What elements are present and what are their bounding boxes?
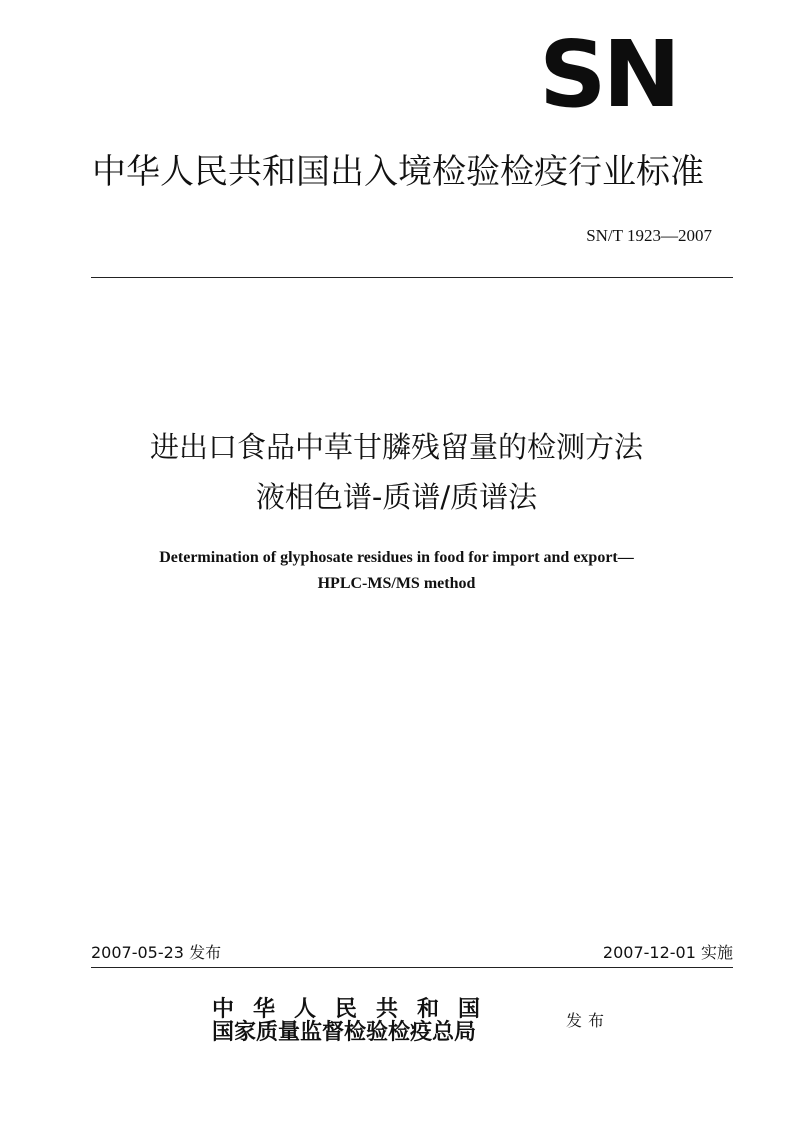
top-divider: [91, 277, 733, 278]
issuing-body-title: 中华人民共和国出入境检验检疫行业标准: [92, 152, 704, 192]
english-title-line-1: Determination of glyphosate residues in food for import and export—: [159, 549, 634, 566]
chinese-title-line-2: 液相色谱-质谱/质谱法: [255, 480, 538, 514]
publish-label: 发布: [566, 1011, 611, 1030]
sn-logo: SN: [539, 21, 677, 128]
effective-date: 2007-12-01 实施: [602, 943, 733, 962]
chinese-title-line-1: 进出口食品中草甘膦残留量的检测方法: [149, 430, 643, 464]
bottom-divider: [91, 967, 733, 968]
issue-date: 2007-05-23 发布: [91, 943, 222, 962]
english-title-line-2: HPLC-MS/MS method: [317, 575, 476, 592]
publisher-line-2: 国家质量监督检验检疫总局: [212, 1019, 477, 1045]
publisher-line-1: 中华人民共和国: [212, 996, 500, 1022]
standard-number: SN/T 1923—2007: [586, 226, 712, 245]
